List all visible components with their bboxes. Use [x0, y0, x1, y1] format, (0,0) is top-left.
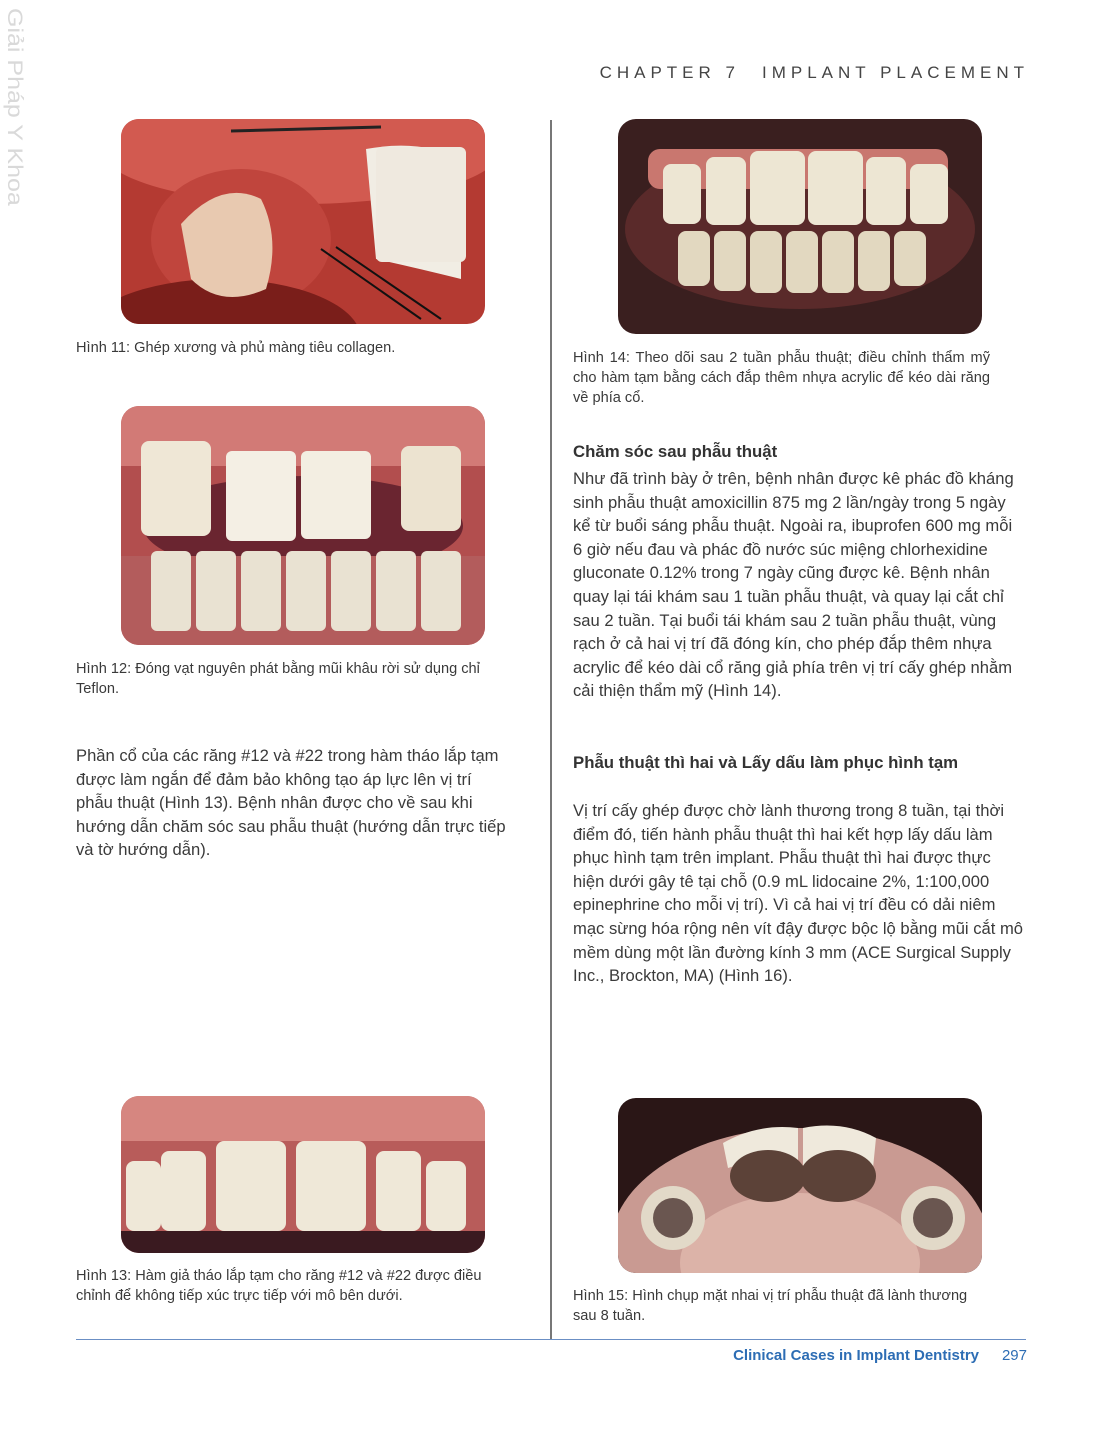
- figure-14-caption: [573, 348, 990, 408]
- figure-11-caption: [76, 338, 516, 358]
- footer-rule: [76, 1339, 1026, 1340]
- left-paragraph: Phần cổ của các răng #12 và #22 trong hàm tháo lắp tạm được làm ngắn để đảm bảo không tạo áp lực lên vị trí phẫu thuật (Hình 13). Bệnh nhân được cho về sau khi hướng dẫn chăm sóc sau phẫu thuật (hướng dẫn trực tiếp và tờ hướng dẫn).: [76, 746, 506, 860]
- figure-13-photo: [121, 1096, 485, 1253]
- section-second-stage-text: Vị trí cấy ghép được chờ lành thương trong 8 tuần, tại thời điểm đó, tiến hành phẫu thuật thì hai kết hợp lấy dấu làm phục hình tạm trên implant. Phẫu thuật thì hai được thực hiện dưới gây tê tại chỗ (0.9 mL lidocaine 2%, 1:100,000 epinephrine cho mỗi vị trí). Vì cả hai vị trí đều có dải niêm mạc sừng hóa rộng nên vít đậy được bộc lộ bằng mũi cắt mô mềm dùng một lần đường kính 3 mm (ACE Surgical Supply Inc., Brockton, MA) (Hình 16).: [573, 801, 1024, 986]
- section-heading-postop-care: Chăm sóc sau phẫu thuật: [573, 442, 778, 461]
- figure-12-photo: [121, 406, 485, 645]
- watermark: Giải Pháp Y Khoa: [2, 8, 27, 206]
- figure-label: Hình 15:: [573, 1288, 629, 1304]
- figure-label: Hình 14:: [573, 350, 630, 366]
- figure-label: Hình 11:: [76, 340, 131, 356]
- caption-text: Hàm giả tháo lắp tạm cho răng #12 và #22 được điều chỉnh để không tiếp xúc trực tiếp với mô bên dưới.: [76, 1268, 482, 1304]
- caption-text: Ghép xương và phủ màng tiêu collagen.: [134, 340, 396, 356]
- section-heading-second-stage: Phẫu thuật thì hai và Lấy dấu làm phục hình tạm: [573, 753, 959, 772]
- chapter-label: CHAPTER 7: [599, 63, 740, 82]
- chapter-title: IMPLANT PLACEMENT: [761, 63, 1029, 82]
- caption-text: Đóng vạt nguyên phát bằng mũi khâu rời sử dụng chỉ Teflon.: [76, 661, 480, 697]
- page-number: 297: [1001, 1347, 1027, 1364]
- figure-14-photo: [618, 119, 982, 334]
- figure-11-photo: [121, 119, 485, 324]
- figure-label: Hình 13:: [76, 1268, 132, 1284]
- figure-15-photo: [618, 1098, 982, 1273]
- caption-text: Theo dõi sau 2 tuần phẫu thuật; điều chỉnh thẩm mỹ cho hàm tạm bằng cách đắp thêm nhựa acrylic để kéo dài răng về phía cổ.: [573, 350, 990, 406]
- figure-15-caption: [573, 1286, 973, 1326]
- footer-book-title: Clinical Cases in Implant Dentistry: [733, 1347, 979, 1364]
- figure-label: Hình 12:: [76, 661, 132, 677]
- caption-text: Hình chụp mặt nhai vị trí phẫu thuật đã lành thương sau 8 tuần.: [573, 1288, 968, 1324]
- running-head: [600, 63, 1029, 83]
- figure-12-caption: [76, 659, 496, 699]
- figure-13-caption: [76, 1266, 516, 1306]
- column-divider: [550, 120, 552, 1340]
- section-postop-care-text: Như đã trình bày ở trên, bệnh nhân được kê phác đồ kháng sinh phẫu thuật amoxicillin 875 mg 2 lần/ngày trong 5 ngày kể từ buổi sáng phẫu thuật. Ngoài ra, ibuprofen 600 mg mỗi 6 giờ nếu đau và phác đồ nước súc miệng chlorhexidine gluconate 0.12% trong 7 ngày cũng được kê. Bệnh nhân quay lại tái khám sau 1 tuần phẫu thuật, và quay lại cắt chỉ sau 2 tuần. Tại buổi tái khám sau 2 tuần phẫu thuật, vùng rạch ở cả hai vị trí đã đóng kín, cho phép đắp thêm nhựa acrylic để kéo dài cổ răng giả phía trên vị trí cấy ghép nhằm cải thiện thẩm mỹ (Hình 14).: [573, 469, 1014, 701]
